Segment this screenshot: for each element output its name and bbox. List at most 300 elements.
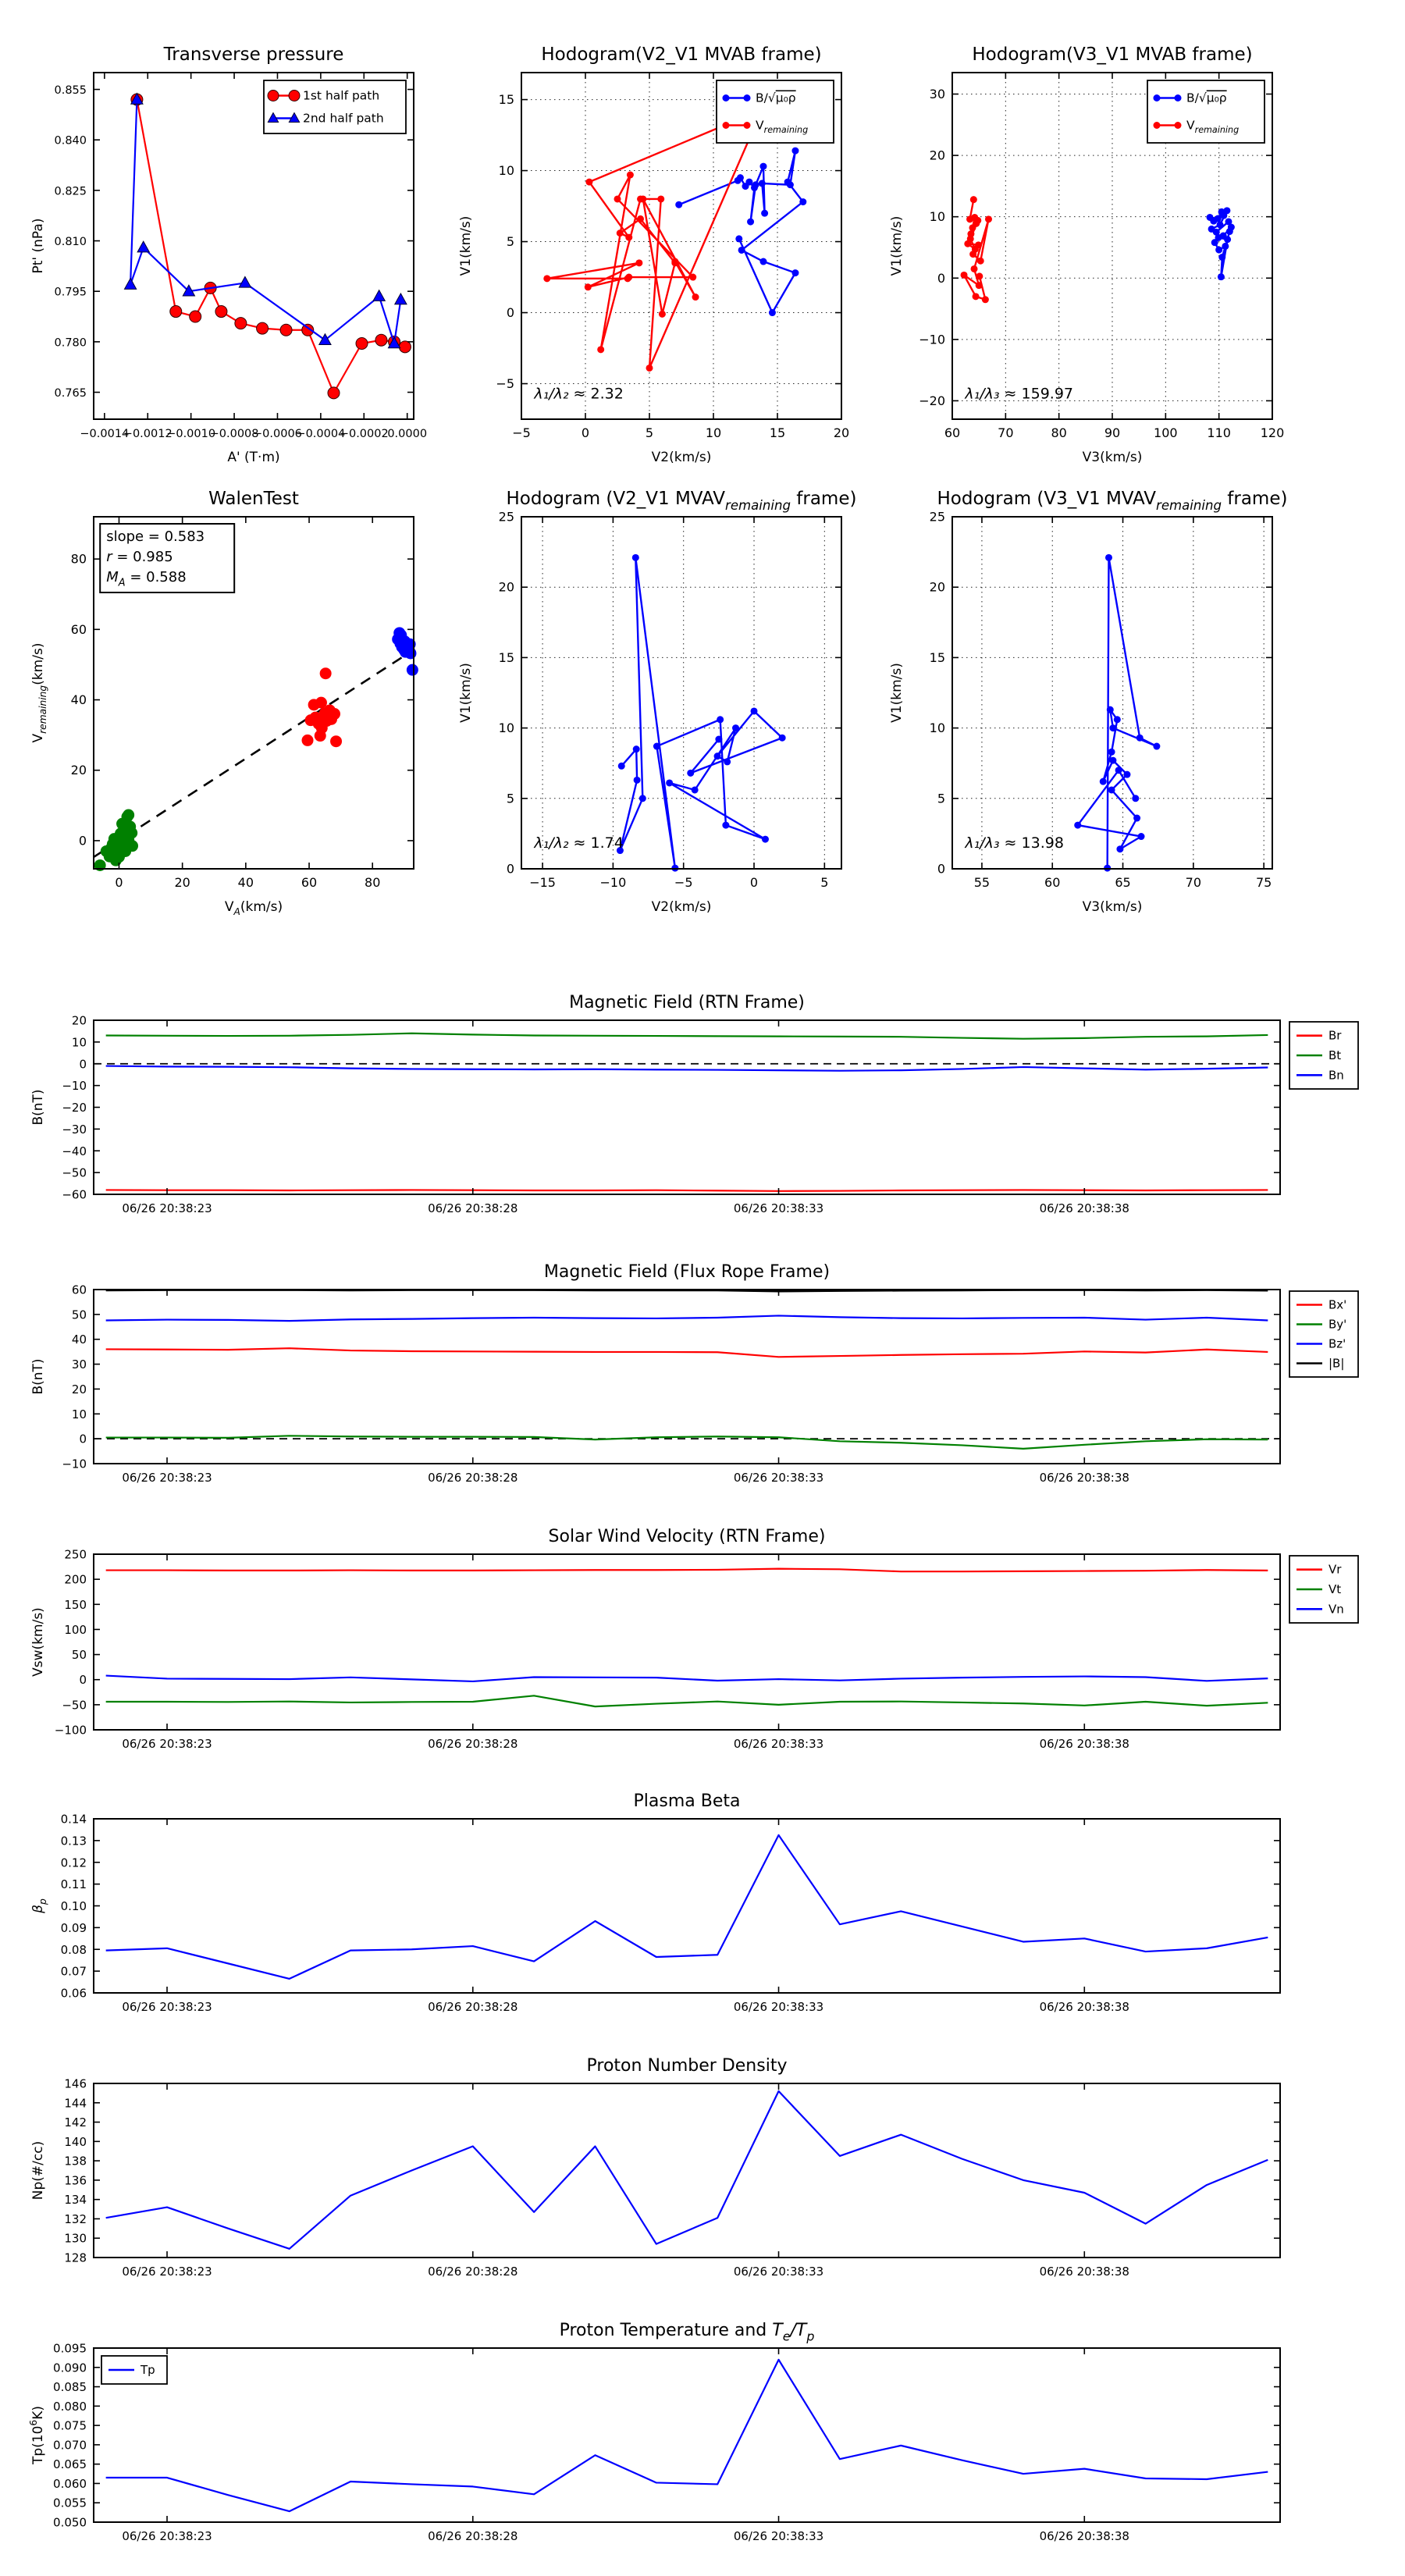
- marker: [328, 387, 340, 399]
- y-tick-label: 0.075: [53, 2418, 87, 2433]
- y-tick-label: 0: [506, 861, 514, 877]
- y-tick-label: −10: [62, 1457, 87, 1471]
- marker: [692, 786, 699, 793]
- marker: [737, 174, 744, 181]
- y-tick-label: 80: [70, 551, 87, 567]
- marker: [1123, 771, 1130, 778]
- y-tick-label: 0.08: [60, 1942, 87, 1957]
- marker: [637, 215, 644, 222]
- x-tick-label: −5: [512, 425, 531, 440]
- y-tick-label: 20: [71, 1382, 87, 1397]
- marker: [1224, 236, 1231, 243]
- plot-title-plasma-beta: Plasma Beta: [633, 1791, 741, 1811]
- legend: [1289, 1022, 1358, 1089]
- y-tick-label: 50: [71, 1308, 87, 1322]
- marker: [126, 840, 138, 852]
- x-tick-label: −0.0012: [123, 428, 173, 440]
- plot-proton-temperature: [28, 2321, 1280, 2543]
- marker: [1116, 845, 1123, 852]
- y-tick-label: 0.080: [53, 2399, 87, 2414]
- y-tick-label: 0.825: [54, 185, 87, 198]
- annotation: λ₁/λ₃ ≈ 13.98: [965, 834, 1064, 852]
- marker: [170, 306, 182, 318]
- marker: [799, 198, 806, 205]
- x-axis-label: V3(km/s): [1082, 450, 1143, 465]
- y-axis-label: Vsw(km/s): [30, 1607, 46, 1677]
- x-axis-label: A' (T·m): [227, 450, 280, 465]
- marker: [745, 179, 752, 186]
- marker: [657, 195, 664, 202]
- marker: [969, 251, 976, 258]
- x-tick-label: 65: [1115, 875, 1131, 890]
- y-tick-label: −5: [496, 376, 514, 392]
- marker: [617, 229, 624, 237]
- x-tick-label: 120: [1260, 425, 1285, 440]
- y-tick-label: 20: [929, 148, 945, 163]
- marker: [1223, 207, 1230, 214]
- marker: [715, 736, 722, 743]
- y-tick-label: 20: [498, 579, 514, 595]
- legend-label: Vr: [1329, 1562, 1342, 1577]
- marker: [1218, 273, 1225, 280]
- x-tick-label: 06/26 20:38:38: [1039, 1201, 1129, 1215]
- marker: [982, 296, 989, 303]
- plot-transverse-pressure: [30, 44, 427, 465]
- x-tick-label: 06/26 20:38:23: [122, 1471, 212, 1485]
- y-tick-label: 132: [64, 2211, 87, 2226]
- y-tick-label: 30: [71, 1357, 87, 1372]
- y-tick-label: 138: [64, 2154, 87, 2169]
- marker: [1132, 795, 1139, 802]
- marker: [356, 338, 368, 350]
- legend: [101, 2356, 167, 2384]
- marker: [985, 215, 992, 222]
- marker: [970, 196, 977, 203]
- x-tick-label: 06/26 20:38:33: [733, 1737, 824, 1751]
- legend-label: Bt: [1329, 1048, 1342, 1062]
- y-tick-label: 40: [70, 692, 87, 708]
- y-tick-label: 0.060: [53, 2476, 87, 2491]
- y-tick-label: 0.12: [60, 1856, 87, 1870]
- y-axis-label: V1(km/s): [889, 663, 905, 723]
- y-tick-label: −30: [62, 1122, 87, 1137]
- plot-background: [952, 517, 1272, 869]
- y-tick-label: 0.095: [53, 2341, 87, 2356]
- marker: [1133, 815, 1140, 822]
- marker: [769, 309, 776, 316]
- x-tick-label: 70: [998, 425, 1014, 440]
- y-axis-label: B(nT): [30, 1358, 46, 1395]
- marker: [1105, 554, 1112, 561]
- x-axis-label: V2(km/s): [651, 450, 712, 465]
- marker: [1218, 254, 1225, 261]
- marker: [105, 842, 117, 854]
- y-tick-label: 0.14: [60, 1812, 87, 1827]
- x-tick-label: 06/26 20:38:23: [122, 2000, 212, 2014]
- y-axis-label: V1(km/s): [458, 663, 474, 723]
- y-tick-label: 10: [71, 1035, 87, 1050]
- marker: [723, 122, 730, 129]
- y-tick-label: 60: [71, 1283, 87, 1297]
- y-tick-label: 15: [498, 92, 514, 108]
- y-tick-label: 136: [64, 2173, 87, 2188]
- plot-title-magnetic-field-rtn: Magnetic Field (RTN Frame): [569, 993, 805, 1012]
- x-tick-label: −0.0010: [166, 428, 216, 440]
- marker: [722, 822, 729, 829]
- marker: [625, 274, 632, 281]
- y-tick-label: 0.070: [53, 2438, 87, 2453]
- marker: [791, 269, 799, 276]
- x-tick-label: −0.0014: [80, 428, 130, 440]
- y-tick-label: 0: [79, 1673, 87, 1688]
- x-tick-label: 100: [1154, 425, 1178, 440]
- marker: [1074, 822, 1081, 829]
- y-tick-label: 0.795: [54, 286, 87, 299]
- x-tick-label: 20: [174, 875, 190, 890]
- marker: [635, 259, 642, 266]
- legend: [1147, 80, 1264, 143]
- legend-label: $V_{remaining}$: [756, 118, 809, 136]
- y-tick-label: 20: [71, 1013, 87, 1028]
- x-tick-label: 06/26 20:38:28: [428, 2000, 518, 2014]
- marker: [1210, 218, 1217, 225]
- marker: [973, 293, 980, 300]
- marker: [1109, 724, 1116, 731]
- marker: [618, 763, 625, 770]
- marker: [123, 809, 134, 820]
- marker: [961, 272, 968, 279]
- marker: [585, 283, 592, 290]
- y-tick-label: 0.810: [54, 236, 87, 249]
- marker: [723, 94, 730, 101]
- marker: [1175, 122, 1182, 129]
- plot-background: [94, 1020, 1280, 1194]
- marker: [1217, 221, 1224, 228]
- marker: [315, 697, 327, 709]
- y-axis-label: $V_{remaining}(km/s)$: [30, 642, 49, 743]
- legend: [1289, 1556, 1358, 1623]
- marker: [257, 322, 269, 334]
- x-tick-label: 06/26 20:38:28: [428, 1737, 518, 1751]
- y-tick-label: 15: [929, 649, 945, 665]
- y-tick-label: 10: [71, 1407, 87, 1421]
- marker: [632, 554, 639, 561]
- x-tick-label: 5: [820, 875, 829, 890]
- marker: [1153, 743, 1160, 750]
- marker: [110, 855, 122, 866]
- y-tick-label: 10: [498, 163, 514, 179]
- y-tick-label: 0.090: [53, 2361, 87, 2375]
- marker: [974, 217, 981, 224]
- y-tick-label: 0.06: [60, 1986, 87, 2001]
- legend-label: By': [1329, 1317, 1347, 1332]
- x-axis-label: V2(km/s): [651, 899, 712, 915]
- marker: [659, 311, 666, 318]
- marker: [752, 181, 759, 188]
- x-tick-label: 06/26 20:38:38: [1039, 1471, 1129, 1485]
- x-tick-label: −5: [674, 875, 693, 890]
- x-tick-label: 90: [1104, 425, 1121, 440]
- marker: [976, 282, 983, 289]
- annotation-line: r = 0.985: [106, 549, 173, 566]
- legend-label: Tp: [140, 2363, 155, 2377]
- x-tick-label: 75: [1255, 875, 1272, 890]
- marker: [543, 275, 550, 282]
- plot-title-solar-wind-velocity-rtn: Solar Wind Velocity (RTN Frame): [548, 1527, 826, 1546]
- plot-plasma-beta: [30, 1791, 1280, 2014]
- marker: [791, 148, 799, 155]
- y-tick-label: 60: [70, 621, 87, 637]
- y-axis-label: Pt' (nPa): [30, 218, 46, 274]
- legend-label: B/√μ₀ρ: [756, 91, 796, 105]
- marker: [633, 745, 640, 753]
- y-tick-label: 10: [498, 720, 514, 736]
- y-tick-label: 0: [79, 1057, 87, 1072]
- marker: [268, 91, 279, 101]
- marker: [1226, 228, 1233, 235]
- y-tick-label: 10: [929, 720, 945, 736]
- marker: [280, 324, 292, 336]
- marker: [585, 179, 592, 186]
- y-tick-label: 5: [506, 791, 514, 806]
- y-tick-label: 50: [71, 1648, 87, 1663]
- y-axis-label: V1(km/s): [458, 215, 474, 276]
- x-tick-label: 06/26 20:38:33: [733, 2265, 824, 2279]
- plot-background: [94, 1819, 1280, 1993]
- marker: [671, 258, 678, 265]
- x-tick-label: 20: [833, 425, 850, 440]
- marker: [692, 294, 699, 301]
- plot-background: [521, 517, 841, 869]
- x-tick-label: 06/26 20:38:28: [428, 2529, 518, 2543]
- legend-label: Bn: [1329, 1068, 1344, 1083]
- marker: [119, 831, 130, 842]
- x-axis-label: V3(km/s): [1082, 899, 1143, 915]
- marker: [717, 716, 724, 723]
- x-tick-label: 06/26 20:38:33: [733, 2529, 824, 2543]
- marker: [289, 91, 300, 101]
- plot-title-proton-number-density: Proton Number Density: [586, 2056, 788, 2076]
- marker: [675, 201, 682, 208]
- marker: [747, 219, 754, 226]
- x-tick-label: 06/26 20:38:38: [1039, 2000, 1129, 2014]
- x-tick-label: 5: [645, 425, 654, 440]
- marker: [1215, 247, 1222, 254]
- marker: [744, 122, 751, 129]
- legend: [717, 80, 834, 143]
- y-tick-label: 0.13: [60, 1834, 87, 1848]
- y-tick-label: 0: [79, 1432, 87, 1446]
- y-tick-label: 140: [64, 2134, 87, 2149]
- x-tick-label: 0: [749, 875, 759, 890]
- x-tick-label: 70: [1185, 875, 1202, 890]
- marker: [1222, 243, 1229, 250]
- x-tick-label: 110: [1207, 425, 1231, 440]
- y-tick-label: 128: [64, 2250, 87, 2265]
- y-tick-label: 144: [64, 2096, 87, 2111]
- y-tick-label: 130: [64, 2231, 87, 2246]
- y-tick-label: 25: [498, 509, 514, 525]
- marker: [689, 274, 696, 281]
- legend: [1289, 1291, 1358, 1377]
- marker: [759, 163, 767, 170]
- x-tick-label: 06/26 20:38:23: [122, 1201, 212, 1215]
- legend-label: $V_{remaining}$: [1186, 118, 1240, 136]
- x-tick-label: 80: [365, 875, 381, 890]
- plot-walen-test: [30, 489, 418, 917]
- legend-label: Vn: [1329, 1602, 1344, 1617]
- y-tick-label: −50: [62, 1165, 87, 1180]
- marker: [738, 247, 745, 254]
- plot-title-hodogram-v3v1-mvab: Hodogram(V3_V1 MVAB frame): [972, 44, 1253, 65]
- marker: [634, 777, 641, 784]
- y-tick-label: 0: [937, 270, 945, 286]
- marker: [1215, 234, 1222, 241]
- y-tick-label: 5: [506, 234, 514, 250]
- y-tick-label: 200: [64, 1572, 87, 1587]
- y-axis-label: Np(#/cc): [30, 2140, 46, 2201]
- y-tick-label: 0.765: [54, 387, 87, 400]
- x-tick-label: 06/26 20:38:28: [428, 1471, 518, 1485]
- marker: [1136, 735, 1144, 742]
- marker: [976, 272, 983, 279]
- marker: [759, 180, 766, 187]
- x-tick-label: 06/26 20:38:23: [122, 2265, 212, 2279]
- marker: [407, 664, 418, 676]
- x-tick-label: 06/26 20:38:33: [733, 1201, 824, 1215]
- x-tick-label: −0.0004: [296, 428, 346, 440]
- y-tick-label: 0.780: [54, 336, 87, 350]
- y-tick-label: 5: [937, 791, 945, 806]
- plot-solar-wind-velocity-rtn: [30, 1527, 1358, 1751]
- plot-title-proton-temperature: Proton Temperature and $T_e/T_p$: [559, 2321, 815, 2344]
- y-tick-label: −100: [54, 1723, 87, 1738]
- marker: [653, 743, 660, 750]
- marker: [329, 708, 340, 720]
- x-tick-label: 06/26 20:38:38: [1039, 2265, 1129, 2279]
- y-tick-label: −60: [62, 1187, 87, 1202]
- x-tick-label: 0: [115, 875, 123, 890]
- marker: [625, 234, 632, 241]
- marker: [964, 240, 971, 247]
- y-axis-label: $\beta_p$: [30, 1898, 49, 1913]
- x-tick-label: −0.0002: [339, 428, 389, 440]
- x-tick-label: −10: [599, 875, 627, 890]
- y-tick-label: −10: [62, 1079, 87, 1094]
- annotation-line: slope = 0.583: [106, 528, 205, 546]
- annotation: λ₁/λ₃ ≈ 159.97: [965, 385, 1074, 403]
- marker: [1114, 716, 1121, 723]
- annotation: λ₁/λ₂ ≈ 2.32: [534, 385, 624, 403]
- marker: [1154, 94, 1161, 101]
- y-tick-label: 20: [70, 763, 87, 778]
- x-tick-label: −0.0006: [253, 428, 302, 440]
- y-tick-label: −20: [919, 393, 945, 408]
- y-tick-label: 0.11: [60, 1877, 87, 1892]
- x-tick-label: 80: [1051, 425, 1067, 440]
- x-tick-label: −0.0008: [209, 428, 259, 440]
- annotation: λ₁/λ₂ ≈ 1.74: [534, 834, 624, 852]
- y-tick-label: 30: [929, 87, 945, 102]
- y-axis-label: B(nT): [30, 1089, 46, 1126]
- marker: [975, 241, 982, 248]
- plot-proton-number-density: [30, 2056, 1280, 2279]
- y-tick-label: 0.855: [54, 84, 87, 98]
- x-tick-label: −15: [529, 875, 556, 890]
- x-tick-label: 06/26 20:38:23: [122, 2529, 212, 2543]
- marker: [1107, 706, 1114, 713]
- plot-background: [94, 1554, 1280, 1730]
- plot-title-magnetic-field-flux-rope: Magnetic Field (Flux Rope Frame): [543, 1262, 831, 1282]
- y-tick-label: 0.07: [60, 1964, 87, 1979]
- x-tick-label: 06/26 20:38:28: [428, 1201, 518, 1215]
- y-tick-label: 0: [506, 305, 514, 321]
- marker: [614, 195, 621, 202]
- y-tick-label: 40: [71, 1332, 87, 1347]
- legend-label: Vt: [1329, 1582, 1342, 1596]
- y-axis-label: V1(km/s): [889, 215, 905, 276]
- x-tick-label: 0.0000: [387, 428, 428, 440]
- y-tick-label: −50: [62, 1698, 87, 1713]
- x-tick-label: 10: [705, 425, 722, 440]
- y-tick-label: 0: [937, 861, 945, 877]
- marker: [751, 707, 758, 714]
- marker: [639, 195, 646, 202]
- y-tick-label: 0.065: [53, 2457, 87, 2472]
- x-tick-label: 0: [581, 425, 590, 440]
- x-tick-label: 06/26 20:38:28: [428, 2265, 518, 2279]
- x-tick-label: 15: [769, 425, 786, 440]
- y-tick-label: −10: [919, 332, 945, 347]
- marker: [687, 770, 694, 777]
- y-tick-label: 100: [64, 1622, 87, 1637]
- y-tick-label: 0.055: [53, 2496, 87, 2510]
- marker: [320, 667, 332, 679]
- x-tick-label: 60: [1044, 875, 1061, 890]
- marker: [330, 735, 342, 747]
- marker: [1154, 122, 1161, 129]
- marker: [732, 724, 739, 731]
- marker: [744, 94, 751, 101]
- marker: [762, 836, 769, 843]
- marker: [735, 235, 742, 242]
- plot-hodogram-v2v1-mvab: [458, 44, 849, 465]
- plot-hodogram-v2v1-mvav: [458, 489, 856, 915]
- plot-magnetic-field-rtn: [30, 993, 1358, 1215]
- x-tick-label: 55: [973, 875, 991, 890]
- annotation-line: $M_A = 0.588$: [106, 569, 187, 589]
- x-tick-label: 06/26 20:38:23: [122, 1737, 212, 1751]
- marker: [779, 735, 786, 742]
- marker: [977, 258, 984, 265]
- plot-title-hodogram-v2v1-mvav: Hodogram (V2_V1 $MVAV_{remaining}$ frame): [506, 489, 857, 513]
- marker: [759, 258, 767, 265]
- marker: [1109, 757, 1116, 764]
- y-axis-label: $Tp(10^6K)$: [27, 2405, 46, 2465]
- marker: [1108, 749, 1115, 756]
- x-axis-label: $V_A(km/s)$: [224, 899, 283, 918]
- marker: [971, 265, 978, 272]
- plot-magnetic-field-flux-rope: [30, 1262, 1358, 1485]
- marker: [639, 795, 646, 802]
- y-tick-label: 250: [64, 1547, 87, 1562]
- marker: [714, 753, 721, 760]
- plot-hodogram-v3v1-mvab: [889, 44, 1284, 465]
- marker: [1115, 767, 1122, 774]
- marker: [1175, 94, 1182, 101]
- marker: [597, 346, 604, 353]
- legend-label: 1st half path: [303, 88, 380, 103]
